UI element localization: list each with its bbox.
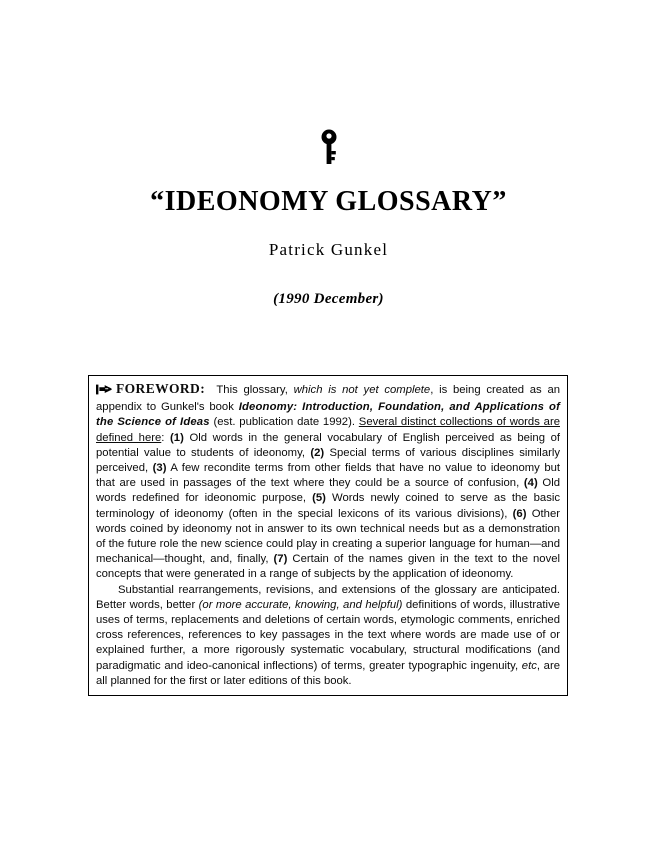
foreword-paragraph-2 bbox=[96, 583, 560, 689]
foreword-p1-seg1: This glossary, bbox=[216, 384, 288, 396]
list-item-text-1: Old words in the general vocabulary of English perceived as being of potential value to students of ideonomy, bbox=[96, 431, 561, 459]
list-item-number-6: (6) bbox=[512, 507, 527, 520]
list-item-text-7: Certain of the names given in the text to the novel concepts that were generated in a range of subjects by the application of ideonomy. bbox=[96, 553, 561, 581]
foreword-p2-seg1: Substantial rearrangements, revisions, and extensions of the glossary are anticipated. Better words, better bbox=[96, 583, 560, 611]
foreword-p2-italic-2: etc bbox=[521, 659, 537, 672]
list-item-number-5: (5) bbox=[312, 492, 326, 505]
key-icon bbox=[318, 153, 340, 170]
author-name: Patrick Gunkel bbox=[268, 240, 389, 259]
foreword-p2-seg5: , are all planned for the first or later editions of this book. bbox=[96, 659, 560, 687]
list-item-number-3: (3) bbox=[152, 462, 167, 475]
list-item-number-4: (4) bbox=[523, 477, 538, 490]
list-item-text-3: A few recondite terms from other fields that have no value to ideonomy but that are used in passages of the text where they could be a source of confusion, bbox=[96, 462, 561, 490]
key-ornament bbox=[0, 128, 657, 170]
foreword-p1-seg5: (est. publication date 1992). bbox=[213, 416, 355, 429]
list-item-number-2: (2) bbox=[310, 446, 325, 459]
foreword-label: FOREWORD: bbox=[116, 381, 206, 396]
list-item-text-4: Old words redefined for ideonomic purpose, bbox=[96, 477, 560, 505]
list-item-number-7: (7) bbox=[273, 553, 288, 566]
publication-date: (1990 December) bbox=[273, 291, 384, 307]
list-item-number-1: (1) bbox=[170, 431, 184, 444]
list-item-text-2: Special terms of various disciplines similarly perceived, bbox=[96, 446, 561, 475]
foreword-box bbox=[88, 375, 568, 696]
page-title: “IDEONOMY GLOSSARY” bbox=[150, 186, 507, 217]
foreword-p1-italic-1: which is not yet complete bbox=[293, 384, 431, 396]
book-title: Ideonomy: Introduction, Foundation, and Applications of the Science of Ideas bbox=[96, 401, 561, 429]
pointing-hand-icon bbox=[96, 384, 113, 400]
foreword-text bbox=[96, 381, 560, 689]
foreword-underlined-phrase: Several distinct collections of words are defined here bbox=[96, 416, 560, 444]
foreword-p2-seg3: definitions of words, illustrative uses of terms, replacements and deletions of certain words, etymologic comments, enriched cross references, references to key passages in the text where words are made use of or explained further, a more rigorously systematic vocabulary, structural modifications (and paradigmatic and ideo-canonical inflections) of terms, greater typographic ingenuity, bbox=[96, 598, 560, 672]
list-item-text-5: Words newly coined to serve as the basic terminology of ideonomy (often in the special lexicons of its various divisions), bbox=[96, 492, 561, 520]
foreword-p1-seg3: , is being created as an appendix to Gunkel's book bbox=[96, 384, 561, 414]
foreword-p1-seg7: : bbox=[161, 431, 165, 444]
foreword-paragraph-1 bbox=[96, 381, 560, 583]
list-item-text-6: Other words coined by ideonomy not in answer to its own technical needs but as a demonstration of the future role the new science could play in creating a superior language for human—and mechanical—thought, and, finally, bbox=[96, 507, 561, 566]
foreword-p2-italic-1: (or more accurate, knowing, and helpful) bbox=[198, 598, 403, 611]
